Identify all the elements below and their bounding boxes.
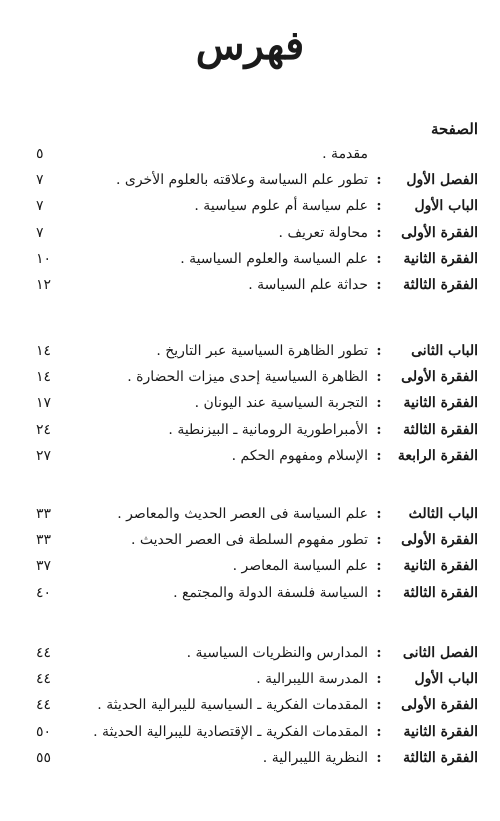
toc-row-page: ٧ <box>36 224 44 241</box>
toc-row-title: تطور مفهوم السلطة فى العصر الحديث . <box>130 532 368 549</box>
toc-row <box>0 167 500 193</box>
toc-row-separator: : <box>376 506 382 522</box>
toc-row-page: ٣٧ <box>36 558 52 575</box>
toc-row-title: علم السياسة المعاصر . <box>232 558 368 575</box>
toc-row-page: ٤٤ <box>36 697 52 714</box>
toc-row-separator: : <box>376 198 382 215</box>
toc-row-label: الفقرة الأولى <box>401 532 478 549</box>
toc-row-title: التجربة السياسية عند اليونان . <box>194 395 368 412</box>
toc-row-title: الظاهرة السياسية إحدى ميزات الحضارة . <box>127 369 368 386</box>
toc-row-title: علم السياسة فى العصر الحديث والمعاصر . <box>117 506 368 522</box>
toc-row-page: ٥ <box>36 146 44 162</box>
toc-row-page: ٧ <box>36 198 44 215</box>
toc-row-label: الباب الثانى <box>411 343 478 359</box>
toc-row-separator: : <box>376 224 382 241</box>
toc-row-page: ١٧ <box>36 395 52 412</box>
toc-row <box>0 246 500 272</box>
toc-row-title: علم سياسة أم علوم سياسية . <box>194 198 368 215</box>
toc-row-separator: : <box>376 172 382 189</box>
toc-row-label: الفقرة الثانية <box>403 558 478 575</box>
toc-row-separator: : <box>376 343 382 359</box>
toc-row-label: الباب الأول <box>414 671 478 688</box>
toc-row-label: الفقرة الثانية <box>403 395 478 412</box>
toc-row <box>0 272 500 298</box>
toc-row <box>0 692 500 718</box>
toc-row-separator: : <box>376 395 382 412</box>
toc-row-separator: : <box>376 749 382 766</box>
toc-row-separator: : <box>376 671 382 688</box>
toc-row <box>0 580 500 606</box>
toc-row <box>0 443 500 469</box>
toc-row-separator: : <box>376 532 382 549</box>
toc-row <box>0 666 500 692</box>
toc-row-page: ١٢ <box>36 277 52 293</box>
toc-row <box>0 193 500 219</box>
toc-row-title: حداثة علم السياسة . <box>248 277 368 293</box>
toc-row-separator: : <box>376 421 382 438</box>
toc-row-title: مقدمة . <box>322 146 368 162</box>
toc-row-page: ٢٤ <box>36 421 52 438</box>
toc-row-title: تطور علم السياسة وعلاقته بالعلوم الأخرى . <box>115 172 368 189</box>
toc-row-title: محاولة تعريف . <box>278 224 368 241</box>
toc-row <box>0 364 500 390</box>
toc-row-page: ٣٣ <box>36 532 52 549</box>
toc-row-page: ٤٤ <box>36 671 52 688</box>
toc-row-label: الفقرة الثالثة <box>403 421 478 438</box>
toc-row-title: تطور الظاهرة السياسية عبر التاريخ . <box>156 343 368 359</box>
toc-row-page: ٤٠ <box>36 584 52 601</box>
toc-row-page: ٢٧ <box>36 447 52 464</box>
toc-row-page: ٧ <box>36 172 44 189</box>
toc-row-separator: : <box>376 558 382 575</box>
toc-row <box>0 527 500 553</box>
toc-row <box>0 141 500 167</box>
toc-row <box>0 417 500 443</box>
toc-row <box>0 501 500 527</box>
toc-row <box>0 719 500 745</box>
toc-row-label: الفقرة الثالثة <box>403 749 478 766</box>
toc-row <box>0 640 500 666</box>
toc-row-separator: : <box>376 584 382 601</box>
toc-row-label: الفقرة الثالثة <box>403 277 478 293</box>
toc-row-label: الفقرة الأولى <box>401 697 478 714</box>
toc-row <box>0 220 500 246</box>
toc-row-label: الباب الأول <box>414 198 478 215</box>
toc-row <box>0 553 500 579</box>
toc-row-label: الفقرة الثانية <box>403 723 478 740</box>
toc-row <box>0 338 500 364</box>
toc-row-separator: : <box>376 250 382 267</box>
toc-row-title: المقدمات الفكرية ـ السياسية لليبرالية الحديثة . <box>97 697 368 714</box>
toc-row-separator: : <box>376 645 382 661</box>
toc-row-title: الأمبراطورية الرومانية ـ البيزنطية . <box>168 421 368 438</box>
toc-row-separator: : <box>376 447 382 464</box>
toc-row-separator: : <box>376 277 382 293</box>
toc-row-label: الباب الثالث <box>408 506 478 522</box>
toc-row-page: ٤٤ <box>36 645 52 661</box>
toc-row-label: الفقرة الرابعة <box>397 447 478 464</box>
page-title: فهرس <box>195 22 305 69</box>
toc-row-page: ١٠ <box>36 250 52 267</box>
toc-row-page: ١٤ <box>36 343 52 359</box>
toc-row-title: المدارس والنظريات السياسية . <box>186 645 368 661</box>
toc-row-title: السياسة فلسفة الدولة والمجتمع . <box>173 584 368 601</box>
toc-row-separator: : <box>376 697 382 714</box>
toc-row-title: المدرسة الليبرالية . <box>256 671 368 688</box>
toc-row-label: الفقرة الثالثة <box>403 584 478 601</box>
toc-row-label: الفقرة الثانية <box>403 250 478 267</box>
toc-row-label: الفقرة الأولى <box>401 224 478 241</box>
toc-row-label: الفصل الأول <box>406 172 478 189</box>
toc-row-title: النظرية الليبرالية . <box>262 749 368 766</box>
toc-row-separator: : <box>376 369 382 386</box>
page-column-header: الصفحة <box>430 120 478 138</box>
toc-row-page: ٣٣ <box>36 506 52 522</box>
toc-row-separator: : <box>376 723 382 740</box>
toc-row-page: ٥٠ <box>36 723 52 740</box>
toc-row-label: الفقرة الأولى <box>401 369 478 386</box>
toc-row <box>0 390 500 416</box>
toc-row-page: ١٤ <box>36 369 52 386</box>
toc-row-title: الإسلام ومفهوم الحكم . <box>231 447 368 464</box>
toc-row-page: ٥٥ <box>36 749 52 766</box>
toc-row-label: الفصل الثانى <box>402 645 478 661</box>
toc-row-title: المقدمات الفكرية ـ الإقتصادية لليبرالية الحديثة . <box>93 723 368 740</box>
toc-row-title: علم السياسة والعلوم السياسية . <box>180 250 368 267</box>
toc-row <box>0 745 500 771</box>
